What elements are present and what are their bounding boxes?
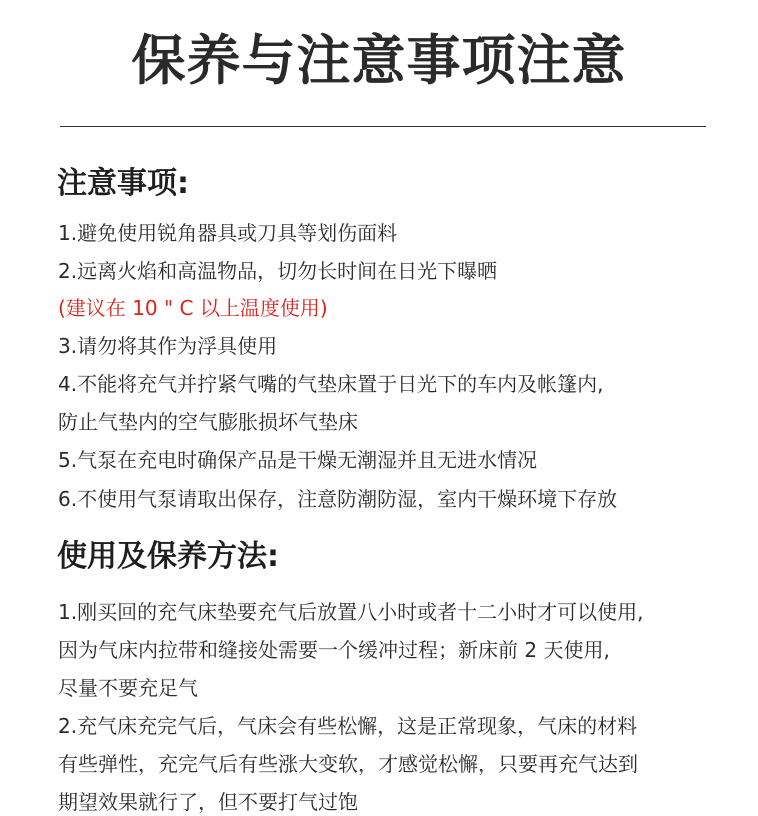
page-title: 保养与注意事项注意 [131,29,627,92]
notice-line-6: 6.不使用气泵请取出保存，注意防潮防湿，室内干燥环境下存放 [58,487,618,511]
notice-line-4: 4.不能将充气并拧紧气嘴的气垫床置于日光下的车内及帐篷内, [58,372,604,396]
title-divider [60,126,706,127]
notice-line-5: 5.气泵在充电时确保产品是干燥无潮湿并且无进水情况 [58,448,538,472]
notice-heading: 注意事项: [57,166,189,201]
usage-line-2-continued: 有些弹性，充完气后有些涨大变软，才感觉松懈，只要再充气达到 [58,752,638,776]
usage-line-1-end: 尽量不要充足气 [58,676,198,700]
usage-line-1-continued: 因为气床内拉带和缝接处需要一个缓冲过程；新床前 2 天使用, [58,638,610,662]
notice-line-3: 3.请勿将其作为浮具使用 [58,334,278,358]
usage-line-1: 1.刚买回的充气床垫要充气后放置八小时或者十二小时才可以使用, [58,600,644,624]
notice-line-4-continued: 防止气垫内的空气膨胀损坏气垫床 [58,410,358,434]
notice-line-2: 2.远离火焰和高温物品，切勿长时间在日光下曝晒 [58,259,498,283]
usage-heading: 使用及保养方法: [57,539,279,574]
notice-line-1: 1.避免使用锐角器具或刀具等划伤面料 [58,221,398,245]
usage-line-2-end: 期望效果就行了，但不要打气过饱 [58,790,358,814]
notice-temperature-note: (建议在 10 " C 以上温度使用) [58,296,328,320]
usage-line-2: 2.充气床充完气后，气床会有些松懈，这是正常现象，气床的材料 [58,714,638,738]
